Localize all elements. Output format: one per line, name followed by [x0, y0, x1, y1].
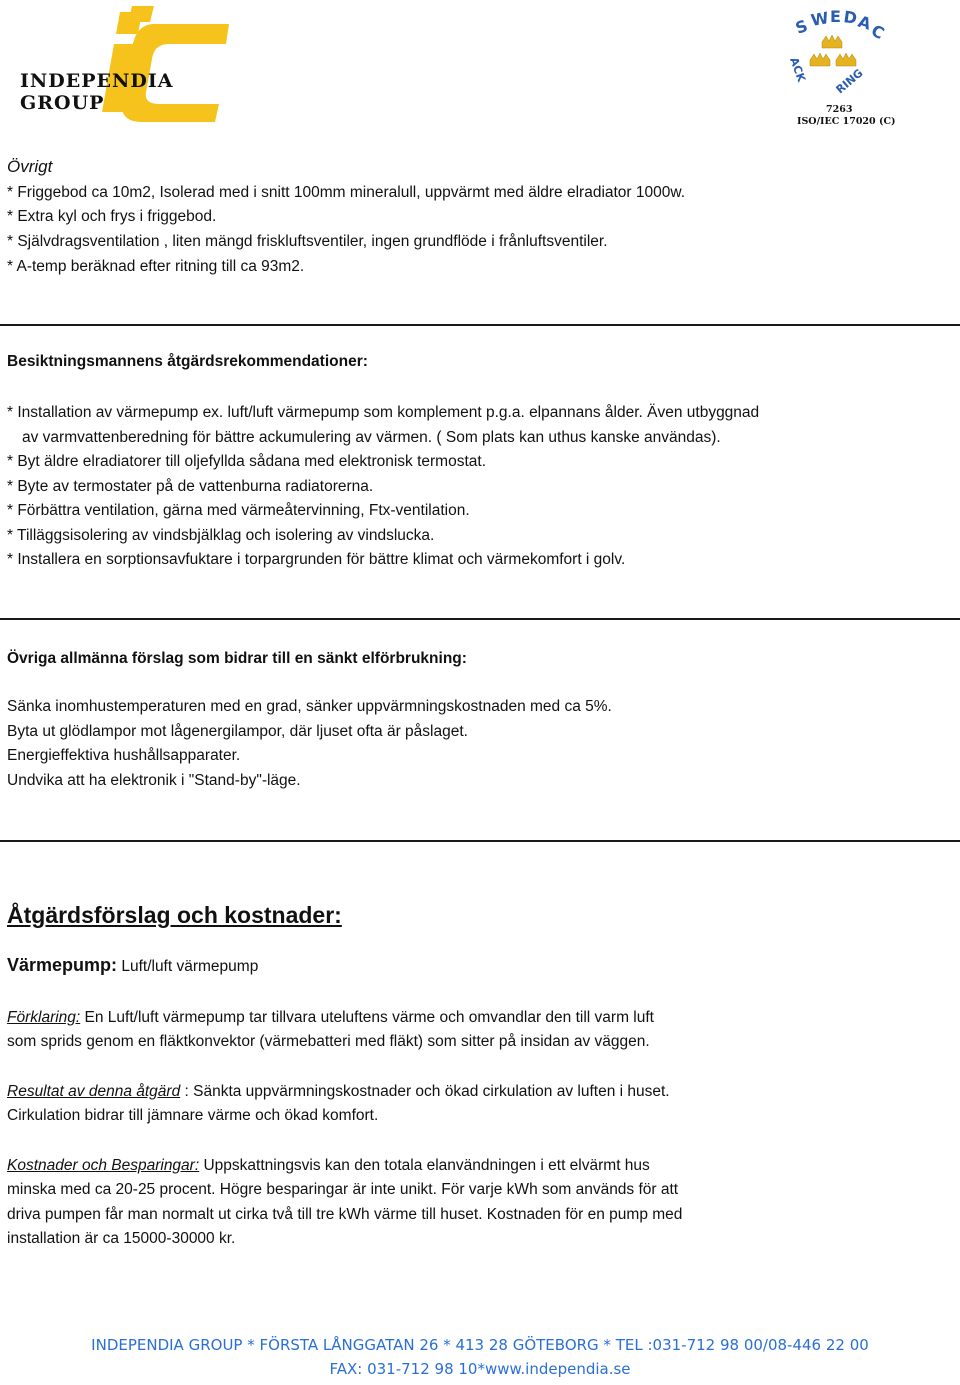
footer-contact: FAX: 031-712 98 10*www.independia.se	[329, 1360, 631, 1378]
section-divider	[0, 618, 960, 620]
result-text: : Sänkta uppvärmningskostnader och ökad cirkulation av luften i huset.	[180, 1083, 670, 1100]
recommendations-title: Besiktningsmannens åtgärdsrekommendationer:	[7, 353, 368, 370]
accreditation-number: 7263	[826, 104, 853, 115]
costs-line: minska med ca 20-25 procent. Högre besparingar är inte unikt. För varje kWh som används för att	[7, 1181, 679, 1198]
explanation-label: Förklaring:	[7, 1009, 81, 1026]
recommendation-line: * Förbättra ventilation, gärna med värmeåtervinning, Ftx-ventilation.	[7, 502, 470, 519]
suggestion-line: Undvika att ha elektronik i "Stand-by"-läge.	[7, 772, 301, 789]
crowns-icon	[780, 4, 890, 104]
footer-address: INDEPENDIA GROUP * FÖRSTA LÅNGGATAN 26 * 413 28 GÖTEBORG * TEL :031-712 98 00/08-446 22 00	[91, 1336, 869, 1354]
suggestion-line: Byta ut glödlampor mot lågenergilampor, där ljuset ofta är påslaget.	[7, 723, 468, 740]
heatpump-heading	[7, 955, 258, 976]
recommendation-line: av varmvattenberedning för bättre ackumulering av värmen. ( Som plats kan uthus kanske användas).	[22, 429, 721, 446]
explanation-line: som sprids genom en fläktkonvektor (värmebatteri med fläkt) som sitter på insidan av väggen.	[7, 1033, 650, 1050]
company-name: INDEPENDIA GROUP	[20, 70, 174, 114]
suggestions-title: Övriga allmänna förslag som bidrar till en sänkt elförbrukning:	[7, 650, 467, 667]
svg-text:D: D	[842, 7, 859, 28]
recommendation-line: * Installation av värmepump ex. luft/luft värmepump som komplement p.g.a. elpannans ålder. Även utbyggnad	[7, 404, 760, 421]
explanation-text: En Luft/luft värmepump tar tillvara uteluftens värme och omvandlar den till varm luft	[80, 1009, 654, 1026]
ovrigt-line: * A-temp beräknad efter ritning till ca 93m2.	[7, 258, 305, 275]
recommendation-line: * Installera en sorptionsavfuktare i torpargrunden för bättre klimat och värmekomfort i golv.	[7, 551, 626, 568]
svg-text:E: E	[830, 7, 841, 26]
svg-text:S: S	[792, 15, 811, 38]
explanation-line	[7, 1008, 654, 1028]
result-line	[7, 1082, 670, 1102]
ovrigt-line: * Extra kyl och frys i friggebod.	[7, 208, 217, 225]
costs-line: driva pumpen får man normalt ut cirka två till tre kWh värme till huset. Kostnaden för en pump med	[7, 1206, 683, 1223]
costs-line	[7, 1156, 650, 1176]
recommendation-line: * Tilläggsisolering av vindsbjälklag och isolering av vindslucka.	[7, 527, 435, 544]
heatpump-type: Luft/luft värmepump	[117, 958, 259, 975]
section-divider	[0, 324, 960, 326]
costs-text: Uppskattningsvis kan den totala elanvändningen i ett elvärmt hus	[199, 1157, 650, 1174]
svg-text:RING: RING	[833, 66, 866, 97]
ovrigt-line: * Friggebod ca 10m2, Isolerad med i snitt 100mm mineralull, uppvärmt med äldre elradiator 1000w.	[7, 184, 686, 201]
suggestion-line: Sänka inomhustemperaturen med en grad, sänker uppvärmningskostnaden med ca 5%.	[7, 698, 612, 715]
ovrigt-title: Övrigt	[7, 157, 53, 176]
svg-text:ACK: ACK	[787, 55, 808, 84]
independia-logo	[14, 4, 264, 124]
result-label: Resultat av denna åtgärd	[7, 1083, 181, 1100]
costs-line: installation är ca 15000-30000 kr.	[7, 1230, 236, 1247]
recommendation-line: * Byt äldre elradiatorer till oljefyllda sådana med elektronisk termostat.	[7, 453, 487, 470]
recommendation-line: * Byte av termostater på de vattenburna radiatorerna.	[7, 478, 374, 495]
swedac-logo	[780, 4, 896, 129]
svg-text:W: W	[809, 8, 831, 30]
svg-text:C: C	[868, 20, 888, 44]
svg-text:A: A	[855, 11, 874, 34]
costs-label: Kostnader och Besparingar:	[7, 1157, 200, 1174]
accreditation-standard: ISO/IEC 17020 (C)	[797, 116, 896, 127]
heatpump-label: Värmepump:	[7, 955, 118, 975]
suggestion-line: Energieffektiva hushållsapparater.	[7, 747, 241, 764]
ovrigt-line: * Självdragsventilation , liten mängd friskluftsventiler, ingen grundflöde i frånluftsventiler.	[7, 233, 608, 250]
result-line: Cirkulation bidrar till jämnare värme och ökad komfort.	[7, 1107, 379, 1124]
section-divider	[0, 840, 960, 842]
measures-title: Åtgärdsförslag och kostnader:	[7, 902, 342, 928]
